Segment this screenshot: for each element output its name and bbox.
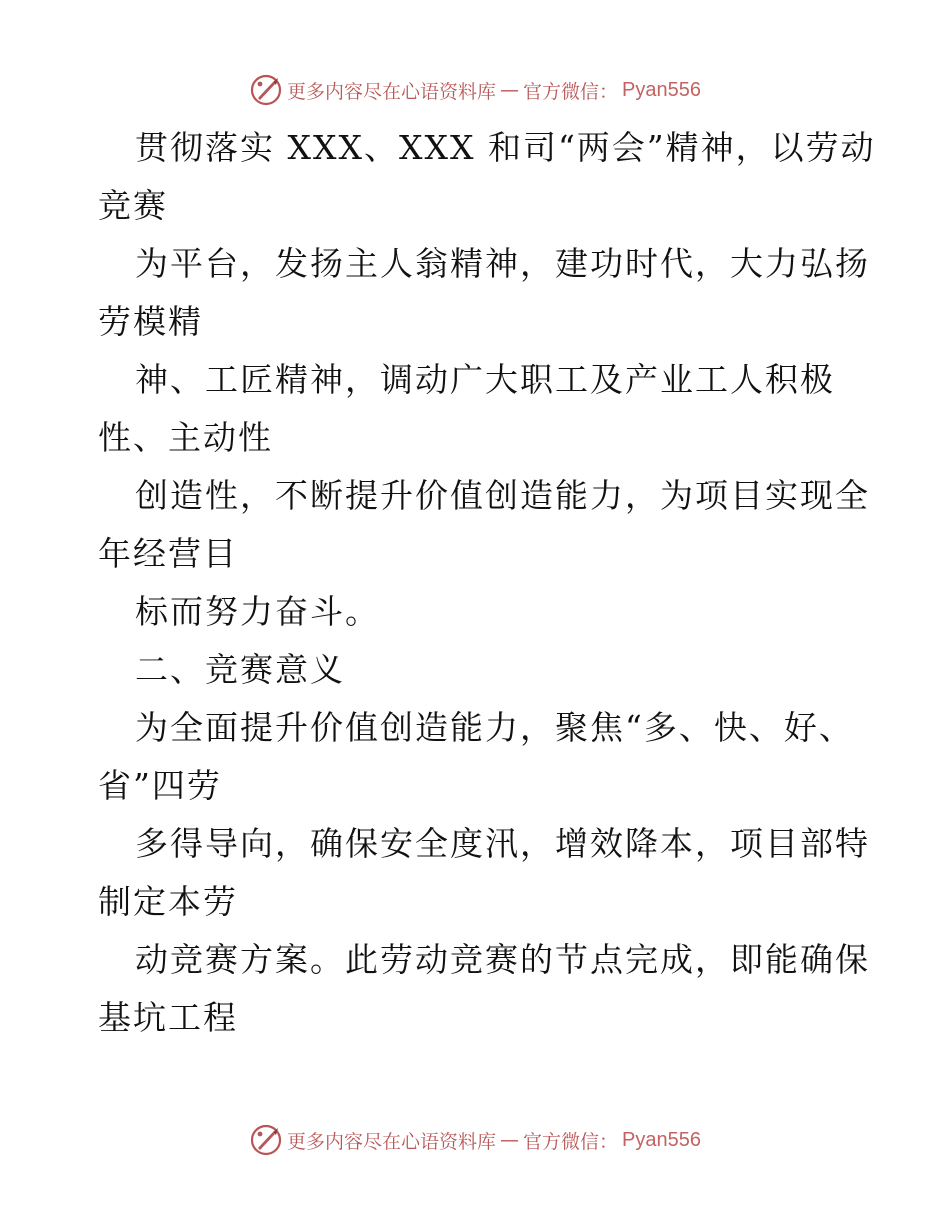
paragraph-line: 为全面提升价值创造能力，聚焦“多、快、好、 [135, 708, 854, 747]
section-heading: 二、竞赛意义 [135, 650, 345, 689]
paragraph-line: 多得导向，确保安全度汛，增效降本，项目部特 [135, 824, 870, 863]
paragraph-line: 贯彻落实 XXX、XXX 和司“两会”精神，以劳动 [135, 128, 876, 167]
paragraph-line: 劳模精 [98, 302, 203, 341]
paragraph-line: 基坑工程 [98, 998, 238, 1037]
watermark-wechat-label: 官方微信： [523, 1130, 619, 1153]
paragraph-line: 年经营目 [98, 534, 238, 573]
paragraph-line: 省”四劳 [98, 766, 222, 805]
footer-watermark [0, 1120, 950, 1160]
quill-pen-logo-icon [249, 1123, 283, 1157]
watermark-site-text: 更多内容尽在心语资料库 [287, 1130, 497, 1153]
quill-pen-logo-icon [249, 73, 283, 107]
paragraph-line: 神、工匠精神，调动广大职工及产业工人积极 [135, 360, 835, 399]
watermark-site-text: 更多内容尽在心语资料库 [287, 80, 497, 103]
watermark-dash: — [500, 79, 520, 101]
watermark-wechat-label: 官方微信： [523, 80, 619, 103]
paragraph-line: 动竞赛方案。此劳动竞赛的节点完成，即能确保 [135, 940, 870, 979]
watermark-wechat-id: Pyan556 [622, 78, 701, 101]
header-watermark [0, 70, 950, 110]
paragraph-line: 标而努力奋斗。 [135, 592, 380, 631]
paragraph-line: 为平台，发扬主人翁精神，建功时代，大力弘扬 [135, 244, 870, 283]
paragraph-line: 性、主动性 [98, 418, 273, 457]
watermark-dash: — [500, 1129, 520, 1151]
paragraph-line: 创造性，不断提升价值创造能力，为项目实现全 [135, 476, 870, 515]
paragraph-line: 竞赛 [98, 186, 168, 225]
watermark-wechat-id: Pyan556 [622, 1128, 701, 1151]
paragraph-line: 制定本劳 [98, 882, 238, 921]
